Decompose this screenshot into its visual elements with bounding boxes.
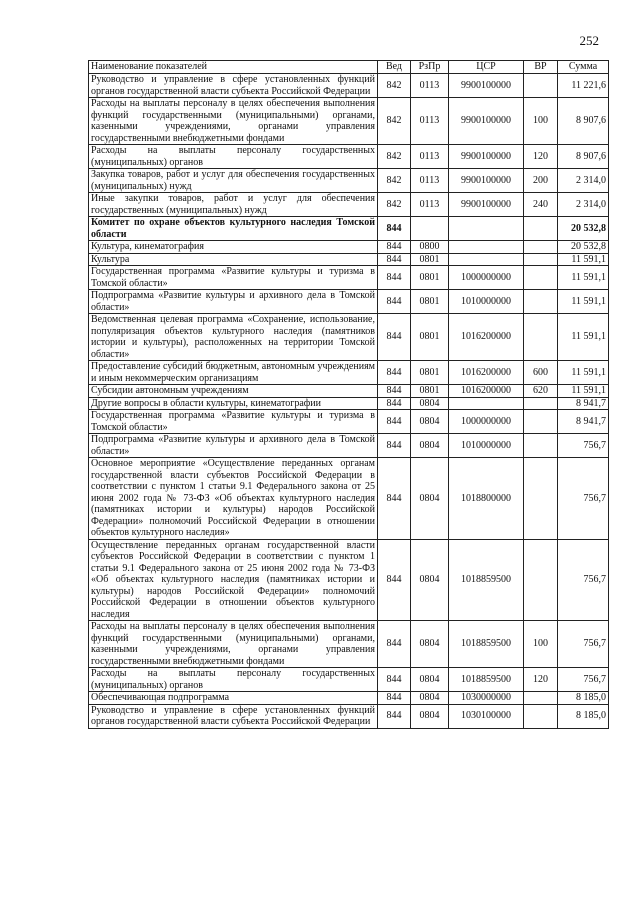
table-header-row xyxy=(89,61,609,74)
cell-name: Обеспечивающая подпрограмма xyxy=(89,692,378,705)
cell-ved: 844 xyxy=(378,217,411,241)
table-row xyxy=(89,290,609,314)
cell-rzpr: 0804 xyxy=(411,434,449,458)
cell-name: Иные закупки товаров, работ и услуг для обеспечения государственных (муниципальных) нужд xyxy=(89,193,378,217)
cell-csr xyxy=(449,217,524,241)
table-row xyxy=(89,253,609,266)
cell-rzpr: 0801 xyxy=(411,290,449,314)
cell-ved: 844 xyxy=(378,410,411,434)
cell-name: Осуществление переданных органам государственной власти субъектов Российской Федерации в соответствии с пунктом 1 статьи 9.1 Федерального закона от 25 июня 2002 года № 73-ФЗ «Об объектах культурного наследия (памятниках истории и культуры) народов Российской Федерации» полномочий Российской Федерации в отношении объектов культурного наследия xyxy=(89,539,378,621)
table-row xyxy=(89,410,609,434)
cell-vr xyxy=(524,314,558,361)
table-row xyxy=(89,385,609,398)
cell-sum: 11 591,1 xyxy=(558,385,609,398)
cell-name: Государственная программа «Развитие культуры и туризма в Томской области» xyxy=(89,410,378,434)
cell-sum: 11 591,1 xyxy=(558,290,609,314)
cell-sum: 8 185,0 xyxy=(558,692,609,705)
cell-vr: 240 xyxy=(524,193,558,217)
cell-name: Предоставление субсидий бюджетным, автономным учреждениям и иным некоммерческим организациям xyxy=(89,361,378,385)
cell-name: Расходы на выплаты персоналу в целях обеспечения выполнения функций государственными (муниципальными) органами, казенными учреждениями, органами управления государственными внебюджетными фондами xyxy=(89,621,378,668)
cell-sum: 11 221,6 xyxy=(558,74,609,98)
table-row xyxy=(89,692,609,705)
table-row xyxy=(89,241,609,254)
table-body xyxy=(89,74,609,729)
cell-vr xyxy=(524,241,558,254)
cell-sum: 11 591,1 xyxy=(558,314,609,361)
cell-name: Руководство и управление в сфере установленных функций органов государственной власти субъекта Российской Федерации xyxy=(89,704,378,728)
cell-rzpr: 0804 xyxy=(411,410,449,434)
cell-csr: 1010000000 xyxy=(449,434,524,458)
cell-sum: 11 591,1 xyxy=(558,361,609,385)
cell-sum: 8 941,7 xyxy=(558,397,609,410)
cell-ved: 842 xyxy=(378,193,411,217)
cell-vr xyxy=(524,253,558,266)
cell-rzpr: 0804 xyxy=(411,704,449,728)
cell-csr: 9900100000 xyxy=(449,74,524,98)
cell-csr xyxy=(449,397,524,410)
cell-name: Подпрограмма «Развитие культуры и архивного дела в Томской области» xyxy=(89,434,378,458)
budget-table xyxy=(88,60,609,729)
cell-csr: 1018859500 xyxy=(449,621,524,668)
cell-vr xyxy=(524,692,558,705)
cell-ved: 842 xyxy=(378,145,411,169)
table-row xyxy=(89,621,609,668)
cell-ved: 844 xyxy=(378,253,411,266)
table-row xyxy=(89,539,609,621)
cell-rzpr: 0800 xyxy=(411,241,449,254)
cell-rzpr: 0801 xyxy=(411,361,449,385)
cell-vr xyxy=(524,410,558,434)
cell-rzpr: 0113 xyxy=(411,98,449,145)
table-row xyxy=(89,169,609,193)
cell-ved: 842 xyxy=(378,98,411,145)
cell-sum: 756,7 xyxy=(558,621,609,668)
cell-vr: 620 xyxy=(524,385,558,398)
cell-ved: 844 xyxy=(378,692,411,705)
cell-csr: 1018859500 xyxy=(449,668,524,692)
cell-name: Другие вопросы в области культуры, кинематографии xyxy=(89,397,378,410)
table-row xyxy=(89,98,609,145)
table-row xyxy=(89,397,609,410)
cell-sum: 2 314,0 xyxy=(558,169,609,193)
cell-rzpr: 0804 xyxy=(411,539,449,621)
cell-name: Комитет по охране объектов культурного наследия Томской области xyxy=(89,217,378,241)
cell-sum: 20 532,8 xyxy=(558,241,609,254)
cell-sum: 756,7 xyxy=(558,668,609,692)
cell-csr: 1030100000 xyxy=(449,704,524,728)
table-row xyxy=(89,458,609,540)
cell-rzpr: 0801 xyxy=(411,253,449,266)
cell-ved: 844 xyxy=(378,397,411,410)
table-row xyxy=(89,74,609,98)
cell-csr: 9900100000 xyxy=(449,169,524,193)
cell-vr: 100 xyxy=(524,98,558,145)
cell-name: Ведомственная целевая программа «Сохранение, использование, популяризация объектов культурного наследия (памятников истории и культуры), расположенных на территории Томской области» xyxy=(89,314,378,361)
table-row xyxy=(89,704,609,728)
cell-rzpr xyxy=(411,217,449,241)
cell-name: Руководство и управление в сфере установленных функций органов государственной власти субъекта Российской Федерации xyxy=(89,74,378,98)
table-row xyxy=(89,266,609,290)
cell-name: Закупка товаров, работ и услуг для обеспечения государственных (муниципальных) нужд xyxy=(89,169,378,193)
cell-ved: 842 xyxy=(378,74,411,98)
cell-csr: 1016200000 xyxy=(449,385,524,398)
cell-csr: 1000000000 xyxy=(449,410,524,434)
cell-ved: 844 xyxy=(378,385,411,398)
cell-ved: 844 xyxy=(378,266,411,290)
cell-csr xyxy=(449,241,524,254)
cell-ved: 844 xyxy=(378,241,411,254)
page-number: 252 xyxy=(579,33,599,48)
cell-sum: 756,7 xyxy=(558,539,609,621)
cell-rzpr: 0804 xyxy=(411,668,449,692)
cell-csr xyxy=(449,253,524,266)
cell-csr: 1016200000 xyxy=(449,361,524,385)
cell-name: Основное мероприятие «Осуществление переданных органам государственной власти субъектов Российской Федерации в соответствии с пунктом 1 статьи 9.1 Федерального закона от 25 июня 2002 года № 73-ФЗ «Об объектах культурного наследия (памятниках истории и культуры) народов Российской Федерации» полномочий Российской Федерации в отношении объектов культурного наследия» xyxy=(89,458,378,540)
cell-csr: 9900100000 xyxy=(449,145,524,169)
cell-csr: 9900100000 xyxy=(449,193,524,217)
header-name: Наименование показателей xyxy=(89,61,378,74)
cell-ved: 842 xyxy=(378,169,411,193)
cell-vr: 120 xyxy=(524,145,558,169)
cell-sum: 2 314,0 xyxy=(558,193,609,217)
cell-csr: 1016200000 xyxy=(449,314,524,361)
cell-csr: 1000000000 xyxy=(449,266,524,290)
table-row xyxy=(89,434,609,458)
cell-rzpr: 0804 xyxy=(411,397,449,410)
table-row xyxy=(89,361,609,385)
cell-name: Культура xyxy=(89,253,378,266)
cell-vr xyxy=(524,217,558,241)
cell-vr: 200 xyxy=(524,169,558,193)
cell-sum: 8 907,6 xyxy=(558,145,609,169)
cell-ved: 844 xyxy=(378,668,411,692)
cell-ved: 844 xyxy=(378,704,411,728)
cell-ved: 844 xyxy=(378,361,411,385)
cell-vr xyxy=(524,290,558,314)
cell-name: Расходы на выплаты персоналу государственных (муниципальных) органов xyxy=(89,145,378,169)
table-row xyxy=(89,314,609,361)
cell-vr xyxy=(524,397,558,410)
cell-rzpr: 0113 xyxy=(411,145,449,169)
cell-sum: 756,7 xyxy=(558,458,609,540)
cell-rzpr: 0801 xyxy=(411,266,449,290)
cell-name: Субсидии автономным учреждениям xyxy=(89,385,378,398)
cell-rzpr: 0113 xyxy=(411,193,449,217)
cell-ved: 844 xyxy=(378,458,411,540)
cell-name: Расходы на выплаты персоналу в целях обеспечения выполнения функций государственными (муниципальными) органами, казенными учреждениями, органами управления государственными внебюджетными фондами xyxy=(89,98,378,145)
cell-csr: 1010000000 xyxy=(449,290,524,314)
cell-sum: 8 941,7 xyxy=(558,410,609,434)
table-row xyxy=(89,193,609,217)
cell-csr: 9900100000 xyxy=(449,98,524,145)
header-csr: ЦСР xyxy=(449,61,524,74)
cell-name: Подпрограмма «Развитие культуры и архивного дела в Томской области» xyxy=(89,290,378,314)
table-row xyxy=(89,668,609,692)
header-vr: ВР xyxy=(524,61,558,74)
cell-rzpr: 0113 xyxy=(411,169,449,193)
cell-rzpr: 0113 xyxy=(411,74,449,98)
cell-ved: 844 xyxy=(378,434,411,458)
cell-name: Государственная программа «Развитие культуры и туризма в Томской области» xyxy=(89,266,378,290)
table-row xyxy=(89,145,609,169)
cell-vr xyxy=(524,434,558,458)
table-row xyxy=(89,217,609,241)
cell-ved: 844 xyxy=(378,290,411,314)
cell-csr: 1030000000 xyxy=(449,692,524,705)
cell-vr xyxy=(524,266,558,290)
cell-ved: 844 xyxy=(378,539,411,621)
cell-vr: 120 xyxy=(524,668,558,692)
cell-name: Культура, кинематография xyxy=(89,241,378,254)
header-rzpr: РзПр xyxy=(411,61,449,74)
cell-sum: 8 185,0 xyxy=(558,704,609,728)
cell-sum: 8 907,6 xyxy=(558,98,609,145)
cell-rzpr: 0801 xyxy=(411,314,449,361)
header-ved: Вед xyxy=(378,61,411,74)
cell-vr xyxy=(524,458,558,540)
cell-vr: 600 xyxy=(524,361,558,385)
cell-csr: 1018800000 xyxy=(449,458,524,540)
cell-name: Расходы на выплаты персоналу государственных (муниципальных) органов xyxy=(89,668,378,692)
cell-ved: 844 xyxy=(378,314,411,361)
header-sum: Сумма xyxy=(558,61,609,74)
cell-vr xyxy=(524,74,558,98)
cell-sum: 11 591,1 xyxy=(558,253,609,266)
cell-vr: 100 xyxy=(524,621,558,668)
cell-rzpr: 0804 xyxy=(411,458,449,540)
cell-rzpr: 0804 xyxy=(411,692,449,705)
cell-vr xyxy=(524,704,558,728)
cell-sum: 11 591,1 xyxy=(558,266,609,290)
cell-csr: 1018859500 xyxy=(449,539,524,621)
cell-sum: 756,7 xyxy=(558,434,609,458)
cell-vr xyxy=(524,539,558,621)
cell-ved: 844 xyxy=(378,621,411,668)
cell-rzpr: 0804 xyxy=(411,621,449,668)
cell-sum: 20 532,8 xyxy=(558,217,609,241)
cell-rzpr: 0801 xyxy=(411,385,449,398)
